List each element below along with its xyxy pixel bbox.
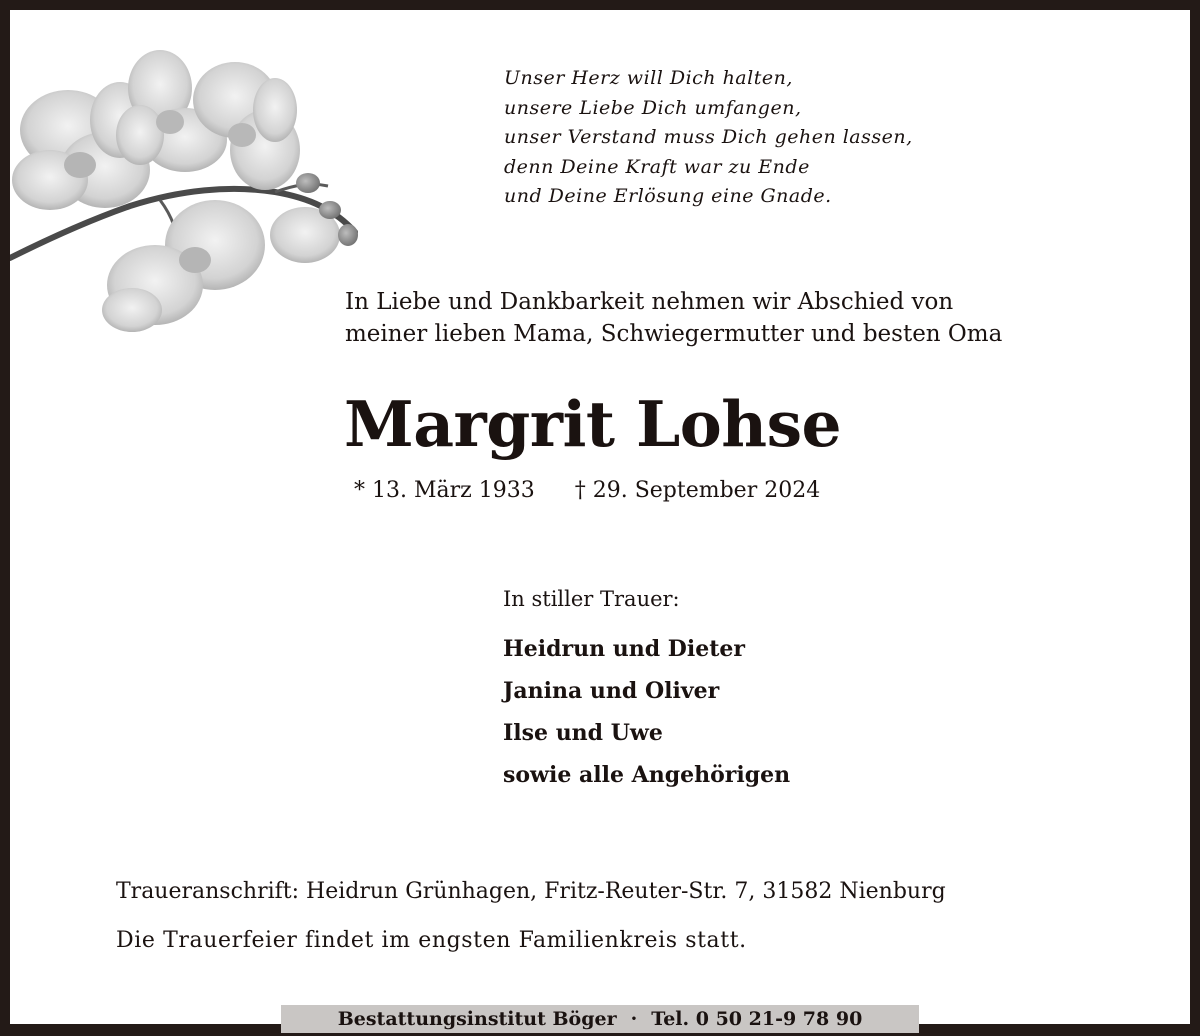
intro-line: meiner lieben Mama, Schwiegermutter und besten Oma: [345, 321, 1003, 347]
footer-separator: ·: [630, 1008, 638, 1030]
orchid-image: [10, 10, 370, 340]
poem-line: denn Deine Kraft war zu Ende: [504, 155, 810, 178]
poem-line: Unser Herz will Dich halten,: [504, 67, 793, 89]
mourning-address: Traueranschrift: Heidrun Grünhagen, Fritz-Reuter-Str. 7, 31582 Nienburg: [116, 879, 946, 904]
mourner-entry: sowie alle Angehörigen: [503, 762, 791, 788]
mourner-list: [503, 628, 790, 796]
ceremony-note: Die Trauerfeier findet im engsten Familienkreis statt.: [116, 928, 747, 953]
poem-line: und Deine Erlösung eine Gnade.: [504, 185, 832, 207]
mourning-label: In stiller Trauer:: [503, 587, 680, 611]
mourner-entry: Janina und Oliver: [503, 678, 720, 704]
mourner-entry: Heidrun und Dieter: [503, 636, 745, 662]
mourner-entry: Ilse und Uwe: [503, 720, 663, 746]
undertaker-name: Bestattungsinstitut Böger: [337, 1008, 617, 1030]
life-dates: [354, 476, 820, 506]
deceased-name: Margrit Lohse: [344, 387, 842, 461]
birth-date: * 13. März 1933: [354, 478, 535, 503]
undertaker-phone: Tel. 0 50 21-9 78 90: [651, 1008, 863, 1030]
poem-line: unser Verstand muss Dich gehen lassen,: [504, 126, 913, 148]
poem: [504, 64, 913, 212]
intro-line: In Liebe und Dankbarkeit nehmen wir Abschied von: [345, 289, 954, 315]
poem-line: unsere Liebe Dich umfangen,: [504, 96, 802, 119]
farewell-intro: [345, 286, 1002, 350]
undertaker-footer: [281, 1005, 919, 1033]
death-date: † 29. September 2024: [574, 478, 821, 503]
